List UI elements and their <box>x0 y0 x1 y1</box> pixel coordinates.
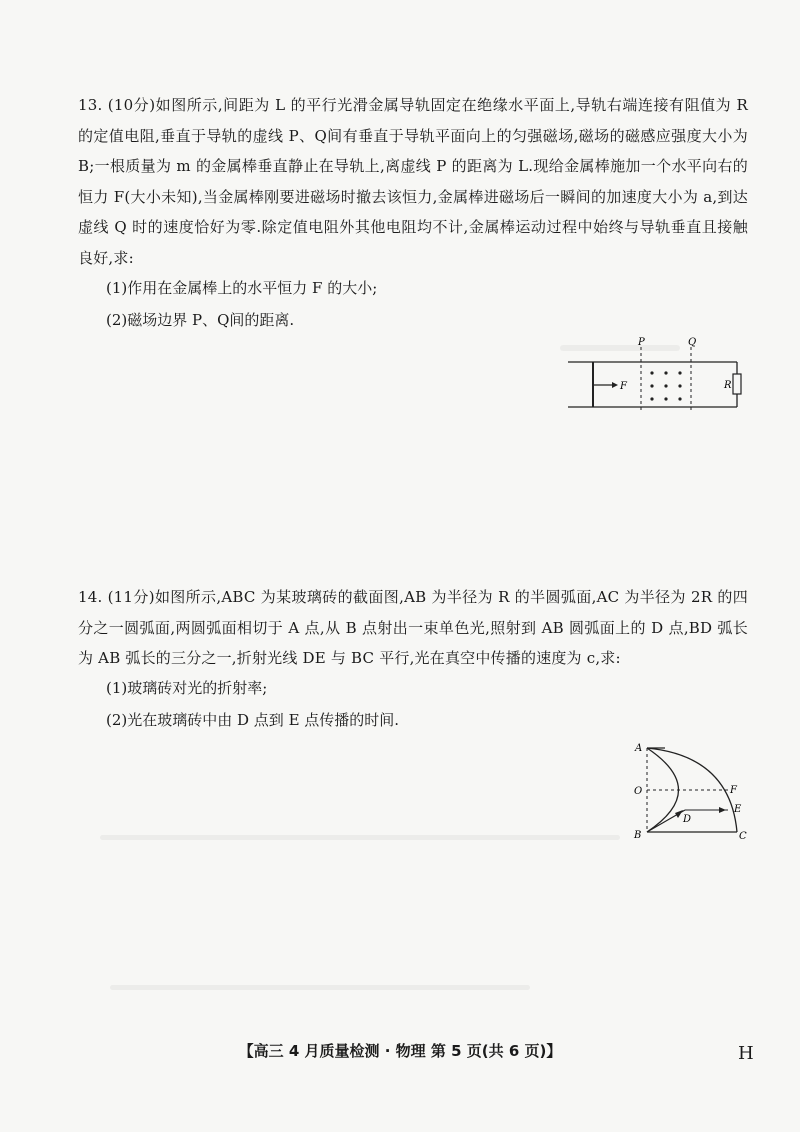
question-13-text: 如图所示,间距为 L 的平行光滑金属导轨固定在绝缘水平面上,导轨右端连接有阻值为 R 的定值电阻,垂直于导轨的虚线 P、Q间有垂直于导轨平面向上的匀强磁场,磁场的磁感应强度大小为 B;一根质量为 m 的金属棒垂直静止在导轨上,离虚线 P 的距离为 L.现给金属棒施加一个水平向右的恒力 F(大小未知),当金属棒刚要进磁场时撤去该恒力,金属棒进磁场后一瞬间的加速度大小为 a,到达虚线 Q 时的速度恰好为零.除定值电阻外其他电阻均不计,金属棒运动过程中始终与导轨垂直且接触良好,求: <box>78 96 749 267</box>
question-14-number: 14. <box>78 588 103 606</box>
question-13-part-2: (2)磁场边界 P、Q间的距离. <box>106 311 295 329</box>
question-14 <box>78 582 748 674</box>
question-13 <box>78 90 748 273</box>
question-13-score: (10分) <box>107 96 156 114</box>
label-o: O <box>634 786 643 797</box>
question-14-part-2: (2)光在玻璃砖中由 D 点到 E 点传播的时间. <box>106 711 400 729</box>
q13-rail-circuit-figure <box>560 335 760 415</box>
page-footer: 【高三 4 月质量检测 · 物理 第 5 页(共 6 页)】 <box>238 1042 562 1060</box>
label-q: Q <box>688 337 697 348</box>
question-14-score: (11分) <box>107 588 155 606</box>
question-13-part-1: (1)作用在金属棒上的水平恒力 F 的大小; <box>106 279 378 297</box>
scan-smudge <box>100 835 620 840</box>
question-13-number: 13. <box>78 96 103 114</box>
label-r: R <box>724 380 732 391</box>
question-14-text: 如图所示,ABC 为某玻璃砖的截面图,AB 为半径为 R 的半圆弧面,AC 为半径为 2R 的四分之一圆弧面,两圆弧面相切于 A 点,从 B 点射出一束单色光,照射到 AB 圆弧面上的 D 点,BD 弧长为 AB 弧长的三分之一,折射光线 DE 与 BC 平行,光在真空中传播的速度为 c,求: <box>78 588 749 667</box>
label-p: P <box>638 337 645 348</box>
label-f: F <box>730 785 737 796</box>
label-b: B <box>634 830 642 841</box>
q14-glass-brick-figure <box>625 738 760 850</box>
scan-smudge <box>110 985 530 990</box>
label-c: C <box>739 831 747 842</box>
label-a: A <box>635 743 643 754</box>
question-14-part-1: (1)玻璃砖对光的折射率; <box>106 679 268 697</box>
label-f: F <box>620 381 627 392</box>
paper-version: H <box>738 1043 754 1064</box>
label-e: E <box>734 804 742 815</box>
label-d: D <box>683 814 692 825</box>
